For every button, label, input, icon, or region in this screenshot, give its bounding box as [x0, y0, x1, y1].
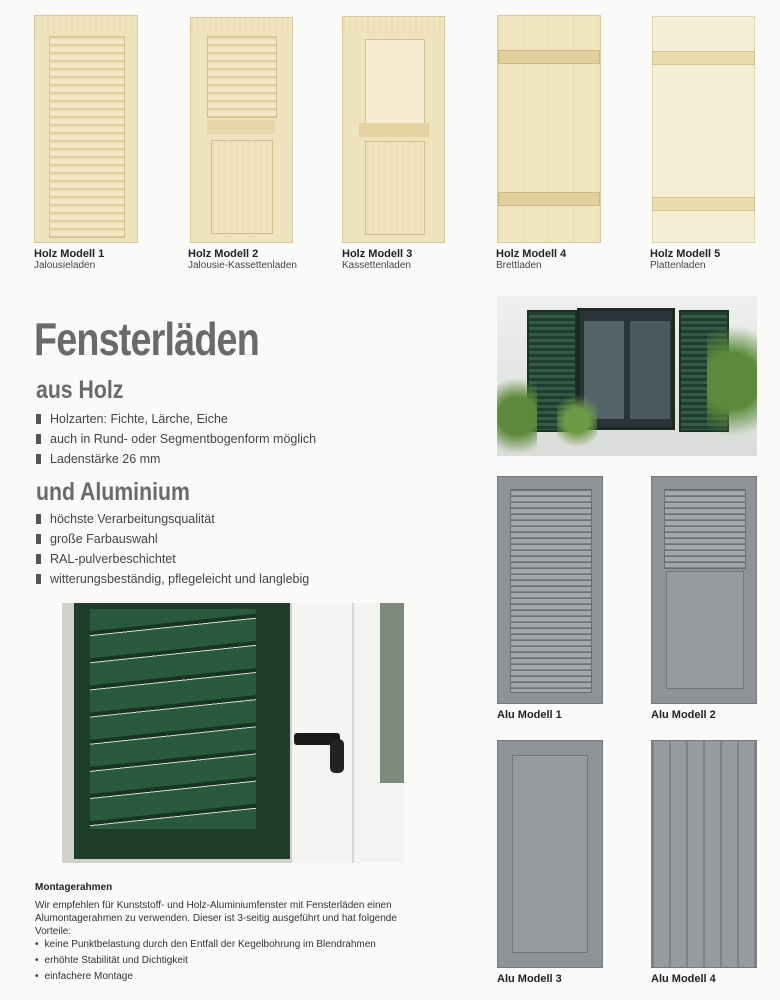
wood-model-5-caption: [650, 248, 720, 271]
wood-model-1-title: Holz Modell 1: [34, 248, 105, 260]
wood-model-2-caption: [188, 248, 297, 271]
alu-shutter-model-2-image: [651, 476, 757, 704]
alu-shutter-model-4-image: [651, 740, 757, 968]
alu-shutter-model-1-image: [497, 476, 603, 704]
wood-model-3-title: Holz Modell 3: [342, 248, 413, 260]
wood-model-3-subtitle: Kassettenladen: [342, 260, 411, 271]
wood-shutter-model-3-image: [342, 16, 445, 243]
wood-model-5-subtitle: Plattenladen: [650, 260, 706, 271]
list-item: RAL-pulverbeschichtet: [36, 549, 366, 569]
section-wood-title: aus Holz: [36, 376, 124, 404]
list-item: auch in Rund- oder Segmentbogenform möglich: [36, 429, 366, 449]
alu-model-2-caption: Alu Modell 2: [651, 709, 716, 721]
wood-shutter-model-4-image: [497, 15, 601, 243]
wood-shutter-model-2-image: [190, 17, 293, 243]
wood-model-4-caption: [496, 248, 566, 271]
wood-model-2-subtitle: Jalousie-Kassettenladen: [188, 260, 297, 271]
wood-shutter-model-1-image: [34, 15, 138, 243]
list-item: höchste Verarbeitungsqualität: [36, 509, 366, 529]
list-item: • erhöhte Stabilität und Dichtigkeit: [35, 955, 188, 966]
montage-text: Wir empfehlen für Kunststoff- und Holz-Aluminiumfenster mit Fensterläden einen Alumontagerahmen zu verwenden. Dieser ist 3-seitig ausgeführt und hat folgende Vorteile:: [35, 900, 397, 937]
wood-shutter-model-5-image: [652, 16, 755, 243]
section-wood-list: [36, 409, 366, 469]
list-item: • einfachere Montage: [35, 971, 133, 982]
wood-model-3-caption: [342, 248, 412, 271]
green-shutter-closeup-photo: [62, 603, 404, 863]
list-item: Ladenstärke 26 mm: [36, 449, 366, 469]
section-alu-title: und Aluminium: [36, 478, 190, 506]
alu-shutter-model-3-image: [497, 740, 603, 968]
wood-model-1-caption: [34, 248, 104, 271]
alu-model-1-caption: Alu Modell 1: [497, 709, 562, 721]
wood-model-2-title: Holz Modell 2: [188, 248, 259, 260]
list-item: • keine Punktbelastung durch den Entfall der Kegelbohrung im Blendrahmen: [35, 939, 376, 950]
house-window-photo: [497, 296, 757, 456]
wood-model-4-subtitle: Brettladen: [496, 260, 542, 271]
montage-title: Montagerahmen: [35, 882, 113, 893]
section-alu-list: [36, 509, 366, 589]
wood-model-5-title: Holz Modell 5: [650, 248, 721, 260]
wood-model-1-subtitle: Jalousieladen: [34, 260, 96, 271]
list-item: witterungsbeständig, pflegeleicht und langlebig: [36, 569, 366, 589]
montage-list: [35, 937, 455, 985]
list-item: Holzarten: Fichte, Lärche, Eiche: [36, 409, 366, 429]
wood-model-4-title: Holz Modell 4: [496, 248, 567, 260]
list-item: große Farbauswahl: [36, 529, 366, 549]
page-title: Fensterläden: [34, 313, 259, 365]
alu-model-4-caption: Alu Modell 4: [651, 973, 716, 985]
alu-model-3-caption: Alu Modell 3: [497, 973, 562, 985]
